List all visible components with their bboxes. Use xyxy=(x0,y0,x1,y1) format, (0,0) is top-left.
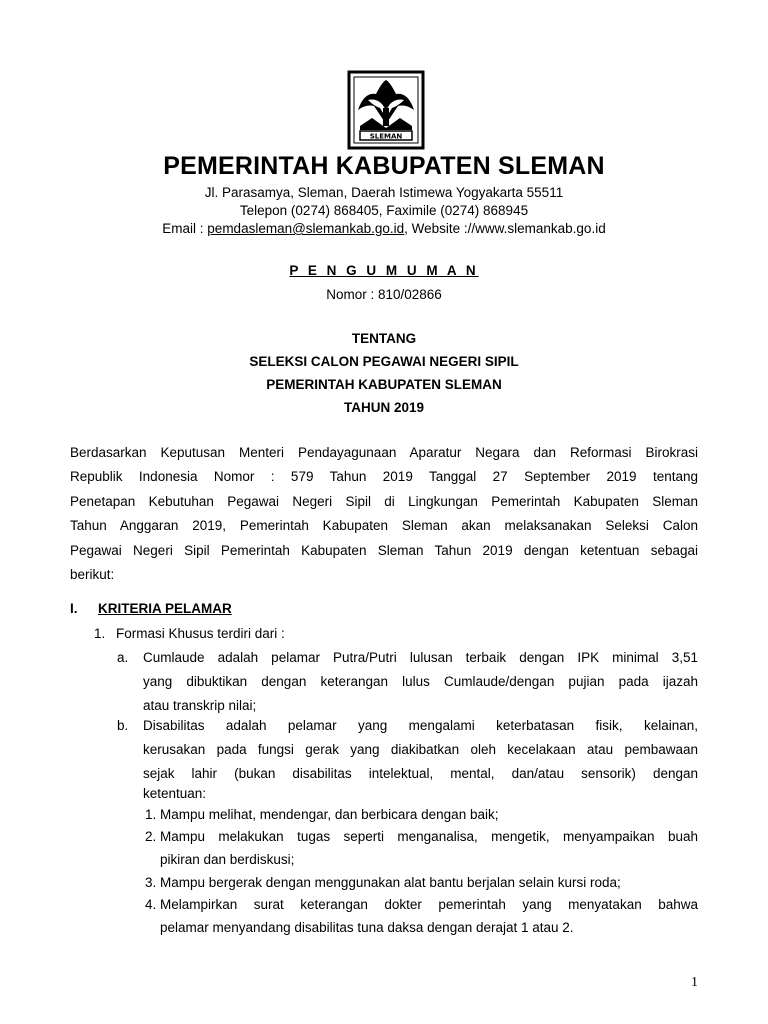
list-item-line: sejak lahir (bukan disabilitas intelektual, mental, dan/atau sensorik) dengan xyxy=(143,766,698,781)
sub-item-line: Melampirkan surat keterangan dokter pemerintah yang menyatakan bahwa xyxy=(160,897,698,912)
list-item-line: Disabilitas adalah pelamar yang mengalami keterbatasan fisik, kelainan, xyxy=(143,718,698,733)
list-item-line: Cumlaude adalah pelamar Putra/Putri lulusan terbaik dengan IPK minimal 3,51 xyxy=(143,650,698,665)
sub-item-line: Mampu bergerak dengan menggunakan alat bantu berjalan selain kursi roda; xyxy=(160,875,621,890)
sleman-coat-of-arms-logo xyxy=(346,70,426,150)
list-item-line: atau transkrip nilai; xyxy=(143,698,257,713)
website-text: , Website ://www.slemankab.go.id xyxy=(404,221,606,236)
paragraph-line: Republik Indonesia Nomor : 579 Tahun 2019 Tanggal 27 September 2019 tentang xyxy=(70,469,698,485)
sub-item-line: pelamar menyandang disabilitas tuna daksa dengan derajat 1 atau 2. xyxy=(160,920,574,935)
sub-item-number: 2. xyxy=(145,829,157,844)
list-item-line: kerusakan pada fungsi gerak yang diakibatkan oleh kecelakaan atau pembawaan xyxy=(143,742,698,757)
item-number: 1. xyxy=(94,626,106,641)
list-item-line: ketentuan: xyxy=(143,786,207,801)
address-line: Jl. Parasamya, Sleman, Daerah Istimewa Yogyakarta 55511 xyxy=(204,185,564,200)
list-label-a: a. xyxy=(117,650,129,665)
government-title: PEMERINTAH KABUPATEN SLEMAN xyxy=(163,152,605,180)
subject-line: TENTANG xyxy=(351,331,417,346)
subject-line: TAHUN 2019 xyxy=(343,400,425,415)
sub-item-line: pikiran dan berdiskusi; xyxy=(160,852,295,867)
sub-item-number: 4. xyxy=(145,897,157,912)
announcement-title: P E N G U M U M A N xyxy=(289,263,479,278)
list-label-b: b. xyxy=(117,718,129,733)
sub-item-line: Mampu melihat, mendengar, dan berbicara dengan baik; xyxy=(160,807,499,822)
email-link[interactable]: pemdasleman@slemankab.go.id xyxy=(207,221,405,236)
email-website-line xyxy=(0,221,768,236)
intro-paragraph xyxy=(70,441,698,587)
paragraph-line: Berdasarkan Keputusan Menteri Pendayagunaan Aparatur Negara dan Reformasi Birokrasi xyxy=(70,445,698,460)
section-number: I. xyxy=(70,601,78,616)
paragraph-line: Penetapan Kebutuhan Pegawai Negeri Sipil di Lingkungan Pemerintah Kabupaten Sleman xyxy=(70,493,698,509)
item-text: Formasi Khusus terdiri dari : xyxy=(116,626,285,641)
email-label: Email : xyxy=(162,221,208,236)
subject-line: SELEKSI CALON PEGAWAI NEGERI SIPIL xyxy=(249,354,519,369)
sub-item-number: 3. xyxy=(145,875,157,890)
paragraph-line: Pegawai Negeri Sipil Pemerintah Kabupaten Sleman Tahun 2019 dengan ketentuan sebagai xyxy=(70,542,698,558)
page-number: 1 xyxy=(691,975,698,990)
announcement-number: Nomor : 810/02866 xyxy=(326,287,442,302)
paragraph-line: berikut: xyxy=(70,567,115,583)
paragraph-line: Tahun Anggaran 2019, Pemerintah Kabupaten Sleman akan melaksanakan Seleksi Calon xyxy=(70,518,698,534)
sub-item-number: 1. xyxy=(145,807,157,822)
svg-text:SLEMAN: SLEMAN xyxy=(369,132,403,141)
section-title: KRITERIA PELAMAR xyxy=(98,601,232,616)
sub-item-line: Mampu melakukan tugas seperti menganalisa, mengetik, menyampaikan buah xyxy=(160,829,698,844)
subject-line: PEMERINTAH KABUPATEN SLEMAN xyxy=(266,377,502,392)
phone-fax-line: Telepon (0274) 868405, Faximile (0274) 868945 xyxy=(239,203,529,218)
list-item-line: yang dibuktikan dengan keterangan lulus Cumlaude/dengan pujian pada ijazah xyxy=(143,674,698,689)
